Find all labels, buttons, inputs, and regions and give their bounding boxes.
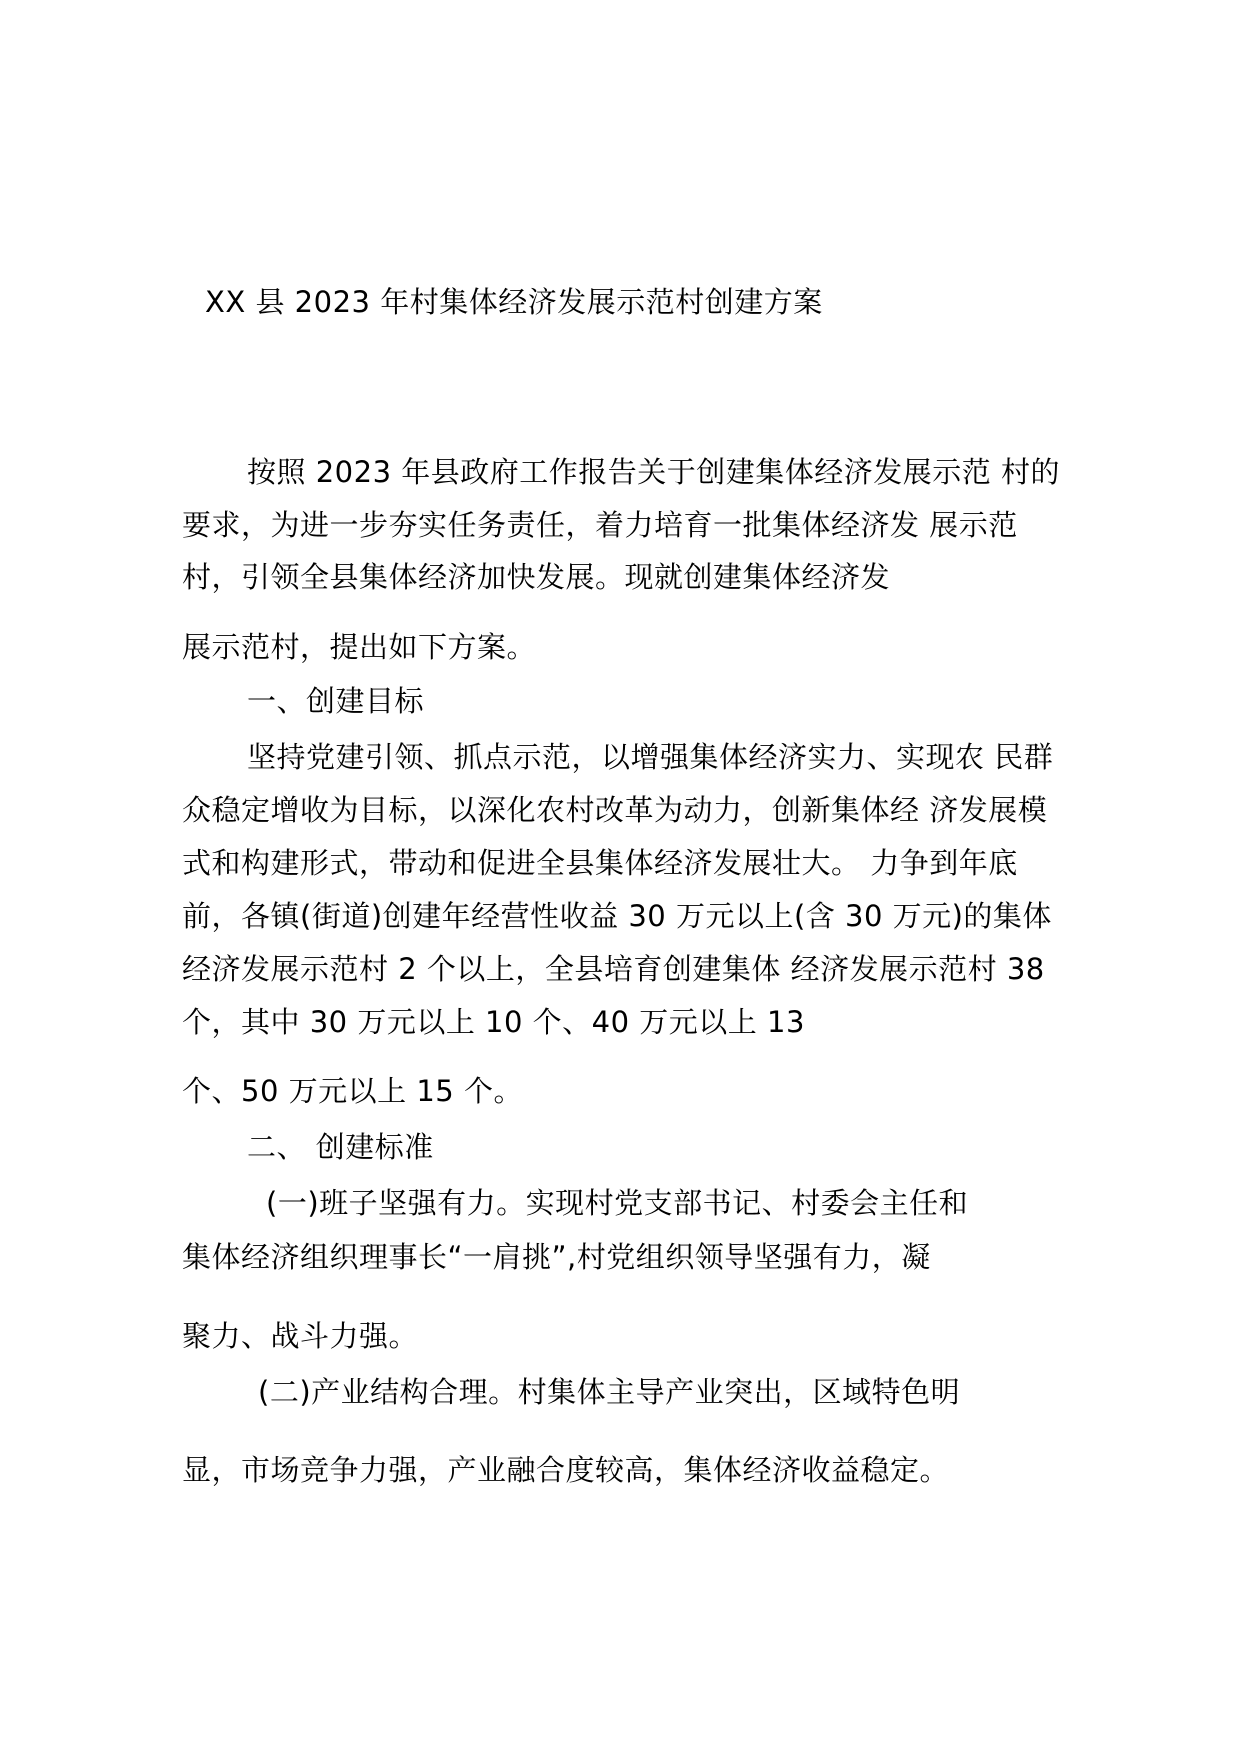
body-line-14: 聚力、战斗力强。 [182,1319,419,1353]
body-line-15: (二)产业结构合理。村集体主导产业突出，区域特色明 [258,1375,961,1409]
body-line-3: 村，引领全县集体经济加快发展。现就创建集体经济发 [182,560,891,594]
body-line-11: 个、50 万元以上 15 个。 [182,1074,523,1108]
document-title: XX 县 2023 年村集体经济发展示范村创建方案 [205,285,823,319]
body-line-10: 个，其中 30 万元以上 10 个、40 万元以上 13 [182,1005,805,1039]
section-heading-1: 一、创建目标 [247,684,425,718]
body-line-1: 按照 2023 年县政府工作报告关于创建集体经济发展示范 村的 [247,455,1060,489]
body-line-4: 展示范村，提出如下方案。 [182,630,537,664]
body-line-2: 要求，为进一步夯实任务责任，着力培育一批集体经济发 展示范 [182,508,1018,542]
body-line-9: 经济发展示范村 2 个以上，全县培育创建集体 经济发展示范村 38 [182,952,1045,986]
body-line-16: 显，市场竞争力强，产业融合度较高，集体经济收益稳定。 [182,1453,950,1487]
body-line-12: (一)班子坚强有力。实现村党支部书记、村委会主任和 [266,1186,969,1220]
body-line-7: 式和构建形式，带动和促进全县集体经济发展壮大。 力争到年底 [182,846,1018,880]
body-line-8: 前，各镇(街道)创建年经营性收益 30 万元以上(含 30 万元)的集体 [182,899,1052,933]
section-heading-2: 二、 创建标准 [247,1130,434,1164]
body-line-6: 众稳定增收为目标，以深化农村改革为动力，创新集体经 济发展模 [182,793,1048,827]
body-line-5: 坚持党建引领、抓点示范，以增强集体经济实力、实现农 民群 [247,740,1054,774]
body-line-13: 集体经济组织理事长“一肩挑”,村党组织领导坚强有力，凝 [182,1240,931,1274]
